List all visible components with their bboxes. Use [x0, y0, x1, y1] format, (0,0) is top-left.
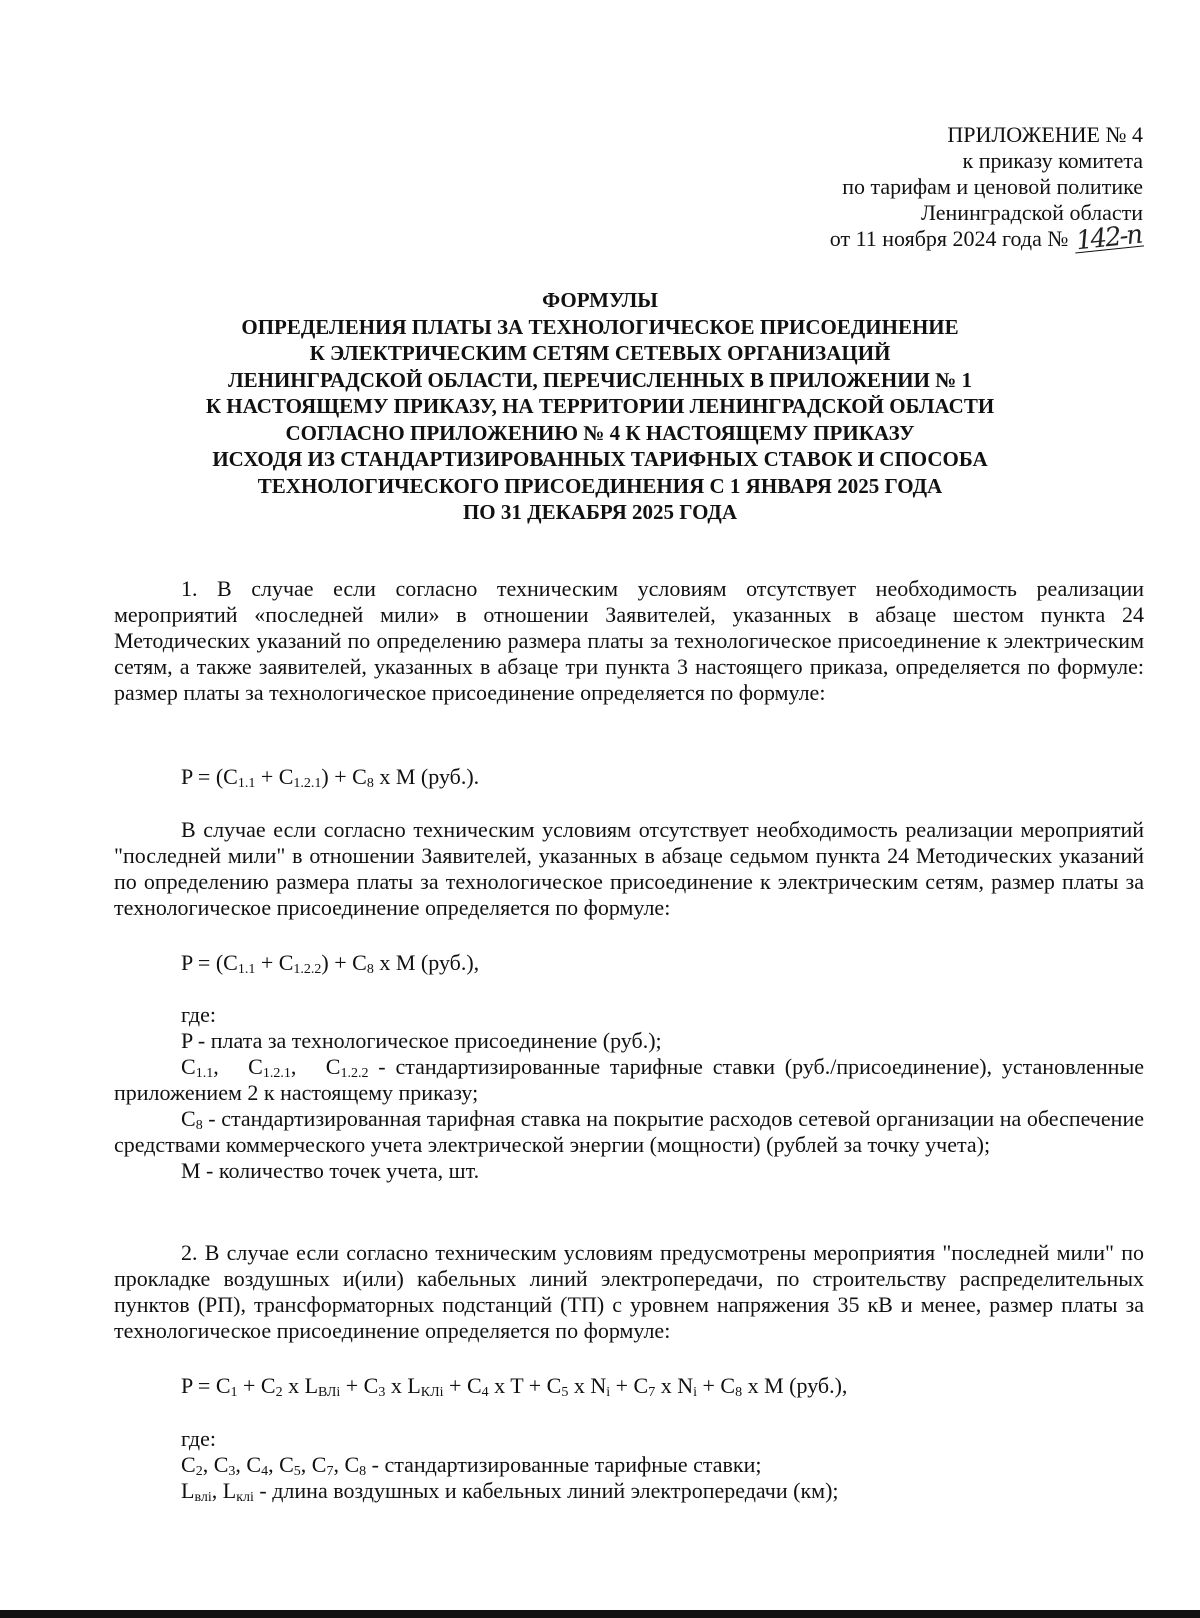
formula-1-rendered: $P = (C_{1.1} + C_{1.2.1}) + C_8$ x M (руб.). [181, 764, 480, 791]
section1-paragraph1: 1. В случае если согласно техническим условиям отсутствует необходимость реализации мероприятий «последней мили» в отношении Заявителей, указанных в абзаце шестом пункта 24 Методических указаний по определению размера платы за технологическое присоединение к электрическим сетям, а также заявителей, указанных в абзаце три пункта 3 настоящего приказа, определяется по формуле: размер платы за технологическое присоединение определяется по формуле: [114, 576, 1144, 705]
section1-paragraph2: В случае если согласно техническим условиям отсутствует необходимость реализации мероприятий "последней мили" в отношении Заявителей, указанных в абзаце седьмом пункта 24 Методических указаний по определению размера платы за технологическое присоединение к электрическим сетям, размер платы за технологическое присоединение определяется по формуле: [114, 817, 1144, 920]
definitions-block-1 [114, 1002, 1144, 1184]
title-line: ОПРЕДЕЛЕНИЯ ПЛАТЫ ЗА ТЕХНОЛОГИЧЕСКОЕ ПРИСОЕДИНЕНИЕ [241, 314, 959, 339]
annex-committee: по тарифам и ценовой политике [842, 174, 1143, 199]
title-line: К НАСТОЯЩЕМУ ПРИКАЗУ, НА ТЕРРИТОРИИ ЛЕНИНГРАДСКОЙ ОБЛАСТИ [205, 394, 995, 418]
formula-3-rendered: $P = C_1 + C_2$ x $L_{ВЛi} + C_3$ x $L_{КЛi} + C_4$ x $T + C_5$ x $N_i + C_7$ x $N_i + C_8$ x M (руб.), [181, 1373, 848, 1400]
annex-number: ПРИЛОЖЕНИЕ № 4 [947, 122, 1143, 147]
title-line: СОГЛАСНО ПРИЛОЖЕНИЮ № 4 К НАСТОЯЩЕМУ ПРИКАЗУ [285, 420, 915, 445]
annex-date-line [829, 219, 1143, 257]
annex-header [829, 122, 1143, 257]
section1-paragraph2-block [114, 817, 1144, 921]
definition-c8-text: - стандартизированная тарифная ставка на покрытие расходов сетевой организации на обеспечение средствами коммерческого учета электрической энергии (мощности) (рублей за точку учета); [114, 1106, 1144, 1157]
definition-c1: $C_{1.1}$, $C_{1.2.1}$, $C_{1.2.2}$ - стандартизированные тарифные ставки (руб./присоединение), установленные приложением 2 к настоящему приказу; [114, 1054, 1144, 1105]
where-label: где: [181, 1002, 216, 1027]
formula1-block [114, 764, 1144, 790]
formula-2-rendered: $P = (C_{1.1} + C_{1.2.2}) + C_8$ x M (руб.), [181, 950, 480, 977]
section1-block [114, 576, 1144, 706]
scan-bottom-edge [0, 1610, 1200, 1618]
title-line: ТЕХНОЛОГИЧЕСКОГО ПРИСОЕДИНЕНИЯ С 1 ЯНВАРЯ 2025 ГОДА [257, 473, 943, 498]
definition-l-text: - длина воздушных и кабельных линий электропередачи (км); [259, 1478, 839, 1503]
definitions-block-2 [114, 1426, 1144, 1504]
section2-block [114, 1240, 1144, 1344]
formula2-block [114, 950, 1144, 976]
title-line: К ЭЛЕКТРИЧЕСКИМ СЕТЯМ СЕТЕВЫХ ОРГАНИЗАЦИЙ [309, 341, 891, 365]
annex-date: от 11 ноября 2024 года № [829, 226, 1069, 251]
title-line: ФОРМУЛЫ [542, 288, 658, 312]
definition-c-list-text: - стандартизированные тарифные ставки; [371, 1452, 762, 1477]
title-line: ПО 31 ДЕКАБРЯ 2025 ГОДА [462, 500, 738, 524]
definition-c1-text: - стандартизированные тарифные ставки (руб./присоединение), установленные приложением 2 к настоящему приказу; [114, 1054, 1144, 1105]
document-title [60, 287, 1140, 526]
definition-p: P - плата за технологическое присоединение (руб.); [181, 1028, 662, 1053]
annex-region: Ленинградской области [921, 200, 1143, 225]
title-line: ИСХОДЯ ИЗ СТАНДАРТИЗИРОВАННЫХ ТАРИФНЫХ СТАВОК И СПОСОБА [212, 447, 988, 471]
where-label-2: где: [181, 1426, 216, 1451]
definition-c8: $C_8$ - стандартизированная тарифная ставка на покрытие расходов сетевой организации на обеспечение средствами коммерческого учета электрической энергии (мощности) (рублей за точку учета); [114, 1106, 1144, 1157]
formula3-block [114, 1373, 1144, 1399]
definition-m: M - количество точек учета, шт. [181, 1158, 480, 1183]
annex-order-ref: к приказу комитета [962, 148, 1143, 173]
title-line: ЛЕНИНГРАДСКОЙ ОБЛАСТИ, ПЕРЕЧИСЛЕННЫХ В ПРИЛОЖЕНИИ № 1 [227, 367, 973, 392]
section2-paragraph1: 2. В случае если согласно техническим условиям предусмотрены мероприятия "последней мили" по прокладке воздушных и(или) кабельных линий электропередачи, по строительству распределительных пунктов (РП), трансформаторных подстанций (ТП) с уровнем напряжения 35 кВ и менее, размер платы за технологическое присоединение определяется по формуле: [114, 1240, 1144, 1343]
definition-c-list: $C_2$, $C_3$, $C_4$, $C_5$, $C_7$, $C_8$ - стандартизированные тарифные ставки; [181, 1452, 762, 1479]
handwritten-order-number: 142-п [1074, 219, 1143, 257]
definition-l: $L_{влi}$, $L_{клi}$ - длина воздушных и кабельных линий электропередачи (км); [181, 1478, 839, 1505]
